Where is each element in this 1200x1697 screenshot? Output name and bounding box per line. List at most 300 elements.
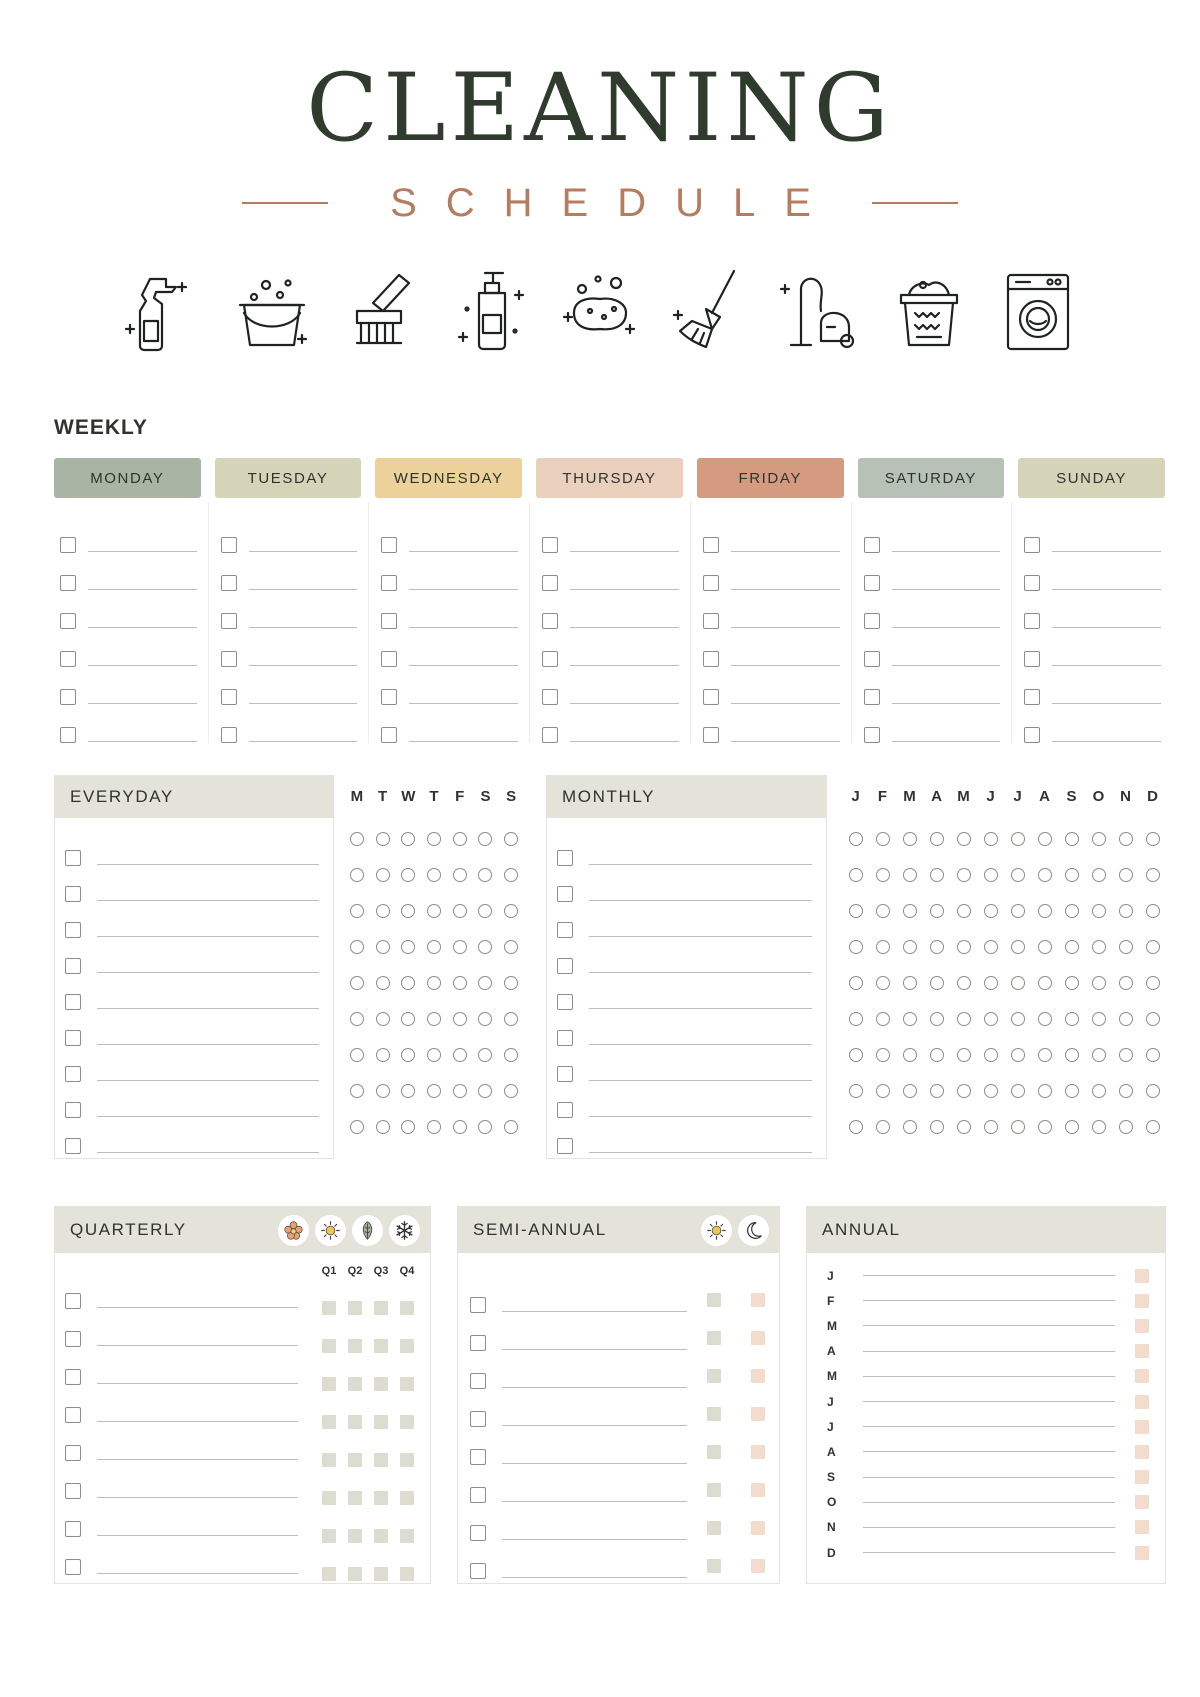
monthly-tracker-circle[interactable] [1011,832,1025,846]
annual-writing-line[interactable] [863,1552,1115,1553]
weekly-writing-line[interactable] [892,589,1001,590]
weekly-writing-line[interactable] [409,741,518,742]
annual-writing-line[interactable] [863,1401,1115,1402]
everyday-tracker-circle[interactable] [453,832,467,846]
monthly-checkbox[interactable] [557,922,573,938]
monthly-tracker-circle[interactable] [1038,904,1052,918]
everyday-tracker-circle[interactable] [376,1084,390,1098]
everyday-writing-line[interactable] [97,972,319,973]
annual-check-box[interactable] [1135,1269,1149,1283]
monthly-tracker-circle[interactable] [930,1084,944,1098]
semi-annual-check-box[interactable] [707,1407,721,1421]
weekly-writing-line[interactable] [731,627,840,628]
everyday-tracker-circle[interactable] [427,832,441,846]
quarterly-check-box[interactable] [322,1301,336,1315]
monthly-tracker-circle[interactable] [1146,940,1160,954]
weekly-writing-line[interactable] [88,589,197,590]
weekly-writing-line[interactable] [731,703,840,704]
monthly-tracker-circle[interactable] [903,868,917,882]
monthly-tracker-circle[interactable] [984,868,998,882]
weekly-checkbox[interactable] [221,651,237,667]
everyday-tracker-circle[interactable] [504,1012,518,1026]
weekly-checkbox[interactable] [381,613,397,629]
weekly-checkbox[interactable] [542,537,558,553]
semi-annual-check-box[interactable] [707,1445,721,1459]
monthly-tracker-circle[interactable] [849,868,863,882]
weekly-writing-line[interactable] [409,589,518,590]
semi-annual-check-box[interactable] [707,1293,721,1307]
monthly-tracker-circle[interactable] [1038,1084,1052,1098]
monthly-tracker-circle[interactable] [930,1120,944,1134]
weekly-writing-line[interactable] [570,589,679,590]
quarterly-writing-line[interactable] [97,1307,298,1308]
semi-annual-check-box[interactable] [751,1559,765,1573]
weekly-checkbox[interactable] [1024,537,1040,553]
quarterly-check-box[interactable] [374,1567,388,1581]
weekly-checkbox[interactable] [542,651,558,667]
everyday-tracker-circle[interactable] [504,1048,518,1062]
quarterly-checkbox[interactable] [65,1445,81,1461]
weekly-writing-line[interactable] [409,665,518,666]
weekly-checkbox[interactable] [1024,613,1040,629]
annual-check-box[interactable] [1135,1520,1149,1534]
monthly-tracker-circle[interactable] [930,976,944,990]
everyday-checkbox[interactable] [65,994,81,1010]
weekly-writing-line[interactable] [1052,741,1161,742]
monthly-tracker-circle[interactable] [849,832,863,846]
semi-annual-check-box[interactable] [707,1559,721,1573]
quarterly-check-box[interactable] [400,1491,414,1505]
weekly-checkbox[interactable] [60,651,76,667]
annual-writing-line[interactable] [863,1502,1115,1503]
monthly-tracker-circle[interactable] [1038,1048,1052,1062]
everyday-tracker-circle[interactable] [350,904,364,918]
everyday-tracker-circle[interactable] [453,1012,467,1026]
semi-annual-writing-line[interactable] [502,1501,687,1502]
monthly-tracker-circle[interactable] [1038,1012,1052,1026]
monthly-writing-line[interactable] [589,1008,812,1009]
everyday-tracker-circle[interactable] [350,1012,364,1026]
quarterly-check-box[interactable] [374,1301,388,1315]
quarterly-writing-line[interactable] [97,1573,298,1574]
annual-check-box[interactable] [1135,1395,1149,1409]
everyday-writing-line[interactable] [97,1116,319,1117]
monthly-tracker-circle[interactable] [1065,1120,1079,1134]
everyday-tracker-circle[interactable] [453,976,467,990]
weekly-writing-line[interactable] [892,703,1001,704]
weekly-checkbox[interactable] [542,727,558,743]
annual-check-box[interactable] [1135,1445,1149,1459]
everyday-tracker-circle[interactable] [376,904,390,918]
monthly-tracker-circle[interactable] [1011,940,1025,954]
monthly-tracker-circle[interactable] [849,1120,863,1134]
weekly-checkbox[interactable] [864,689,880,705]
weekly-writing-line[interactable] [731,741,840,742]
quarterly-check-box[interactable] [322,1453,336,1467]
everyday-checkbox[interactable] [65,1030,81,1046]
everyday-tracker-circle[interactable] [401,1120,415,1134]
quarterly-writing-line[interactable] [97,1345,298,1346]
monthly-writing-line[interactable] [589,1152,812,1153]
quarterly-check-box[interactable] [322,1491,336,1505]
semi-annual-writing-line[interactable] [502,1577,687,1578]
monthly-tracker-circle[interactable] [876,1048,890,1062]
semi-annual-checkbox[interactable] [470,1373,486,1389]
monthly-tracker-circle[interactable] [903,1012,917,1026]
monthly-tracker-circle[interactable] [1119,976,1133,990]
weekly-checkbox[interactable] [703,689,719,705]
everyday-tracker-circle[interactable] [427,904,441,918]
monthly-checkbox[interactable] [557,886,573,902]
monthly-tracker-circle[interactable] [1092,940,1106,954]
monthly-tracker-circle[interactable] [984,976,998,990]
weekly-writing-line[interactable] [731,665,840,666]
quarterly-check-box[interactable] [374,1339,388,1353]
monthly-tracker-circle[interactable] [903,1084,917,1098]
weekly-checkbox[interactable] [864,651,880,667]
monthly-writing-line[interactable] [589,864,812,865]
weekly-checkbox[interactable] [60,575,76,591]
semi-annual-check-box[interactable] [707,1331,721,1345]
everyday-tracker-circle[interactable] [350,832,364,846]
semi-annual-writing-line[interactable] [502,1349,687,1350]
everyday-tracker-circle[interactable] [376,868,390,882]
semi-annual-checkbox[interactable] [470,1297,486,1313]
everyday-tracker-circle[interactable] [504,1120,518,1134]
semi-annual-checkbox[interactable] [470,1449,486,1465]
everyday-writing-line[interactable] [97,900,319,901]
semi-annual-checkbox[interactable] [470,1487,486,1503]
monthly-writing-line[interactable] [589,1044,812,1045]
quarterly-check-box[interactable] [374,1529,388,1543]
weekly-checkbox[interactable] [864,727,880,743]
monthly-checkbox[interactable] [557,1102,573,1118]
everyday-tracker-circle[interactable] [350,1084,364,1098]
everyday-tracker-circle[interactable] [376,940,390,954]
monthly-tracker-circle[interactable] [930,904,944,918]
weekly-checkbox[interactable] [221,537,237,553]
monthly-checkbox[interactable] [557,850,573,866]
everyday-tracker-circle[interactable] [376,1048,390,1062]
everyday-tracker-circle[interactable] [401,976,415,990]
quarterly-check-box[interactable] [374,1377,388,1391]
monthly-tracker-circle[interactable] [1146,1120,1160,1134]
weekly-checkbox[interactable] [1024,575,1040,591]
monthly-tracker-circle[interactable] [849,1048,863,1062]
monthly-tracker-circle[interactable] [876,1012,890,1026]
monthly-tracker-circle[interactable] [876,832,890,846]
quarterly-writing-line[interactable] [97,1497,298,1498]
monthly-tracker-circle[interactable] [1011,868,1025,882]
weekly-checkbox[interactable] [381,537,397,553]
weekly-writing-line[interactable] [892,551,1001,552]
monthly-writing-line[interactable] [589,900,812,901]
weekly-writing-line[interactable] [570,627,679,628]
everyday-writing-line[interactable] [97,1152,319,1153]
annual-writing-line[interactable] [863,1351,1115,1352]
semi-annual-checkbox[interactable] [470,1563,486,1579]
quarterly-check-box[interactable] [322,1529,336,1543]
weekly-writing-line[interactable] [409,551,518,552]
everyday-tracker-circle[interactable] [427,940,441,954]
monthly-tracker-circle[interactable] [1011,904,1025,918]
everyday-checkbox[interactable] [65,1138,81,1154]
everyday-checkbox[interactable] [65,1066,81,1082]
weekly-writing-line[interactable] [570,665,679,666]
monthly-checkbox[interactable] [557,1030,573,1046]
everyday-tracker-circle[interactable] [350,1120,364,1134]
everyday-tracker-circle[interactable] [376,832,390,846]
everyday-tracker-circle[interactable] [504,904,518,918]
monthly-tracker-circle[interactable] [903,940,917,954]
semi-annual-check-box[interactable] [707,1369,721,1383]
quarterly-check-box[interactable] [374,1415,388,1429]
everyday-tracker-circle[interactable] [350,940,364,954]
weekly-checkbox[interactable] [221,689,237,705]
everyday-tracker-circle[interactable] [401,1048,415,1062]
weekly-writing-line[interactable] [892,665,1001,666]
monthly-tracker-circle[interactable] [1065,868,1079,882]
everyday-tracker-circle[interactable] [401,1012,415,1026]
semi-annual-check-box[interactable] [751,1293,765,1307]
annual-writing-line[interactable] [863,1325,1115,1326]
everyday-tracker-circle[interactable] [427,1012,441,1026]
annual-check-box[interactable] [1135,1546,1149,1560]
everyday-checkbox[interactable] [65,922,81,938]
monthly-tracker-circle[interactable] [1092,1012,1106,1026]
monthly-tracker-circle[interactable] [1065,1012,1079,1026]
everyday-tracker-circle[interactable] [478,832,492,846]
everyday-tracker-circle[interactable] [376,1120,390,1134]
monthly-tracker-circle[interactable] [1011,1120,1025,1134]
monthly-tracker-circle[interactable] [1146,904,1160,918]
weekly-checkbox[interactable] [542,689,558,705]
monthly-tracker-circle[interactable] [903,976,917,990]
weekly-writing-line[interactable] [892,627,1001,628]
annual-check-box[interactable] [1135,1369,1149,1383]
monthly-tracker-circle[interactable] [903,832,917,846]
annual-check-box[interactable] [1135,1495,1149,1509]
monthly-tracker-circle[interactable] [984,1012,998,1026]
monthly-tracker-circle[interactable] [984,1048,998,1062]
weekly-checkbox[interactable] [703,727,719,743]
everyday-tracker-circle[interactable] [401,1084,415,1098]
annual-writing-line[interactable] [863,1275,1115,1276]
everyday-tracker-circle[interactable] [504,832,518,846]
everyday-tracker-circle[interactable] [504,1084,518,1098]
monthly-tracker-circle[interactable] [984,1120,998,1134]
everyday-tracker-circle[interactable] [427,1084,441,1098]
everyday-checkbox[interactable] [65,886,81,902]
quarterly-check-box[interactable] [322,1415,336,1429]
semi-annual-check-box[interactable] [751,1445,765,1459]
everyday-tracker-circle[interactable] [478,1012,492,1026]
everyday-tracker-circle[interactable] [504,868,518,882]
monthly-tracker-circle[interactable] [876,940,890,954]
everyday-tracker-circle[interactable] [478,904,492,918]
quarterly-checkbox[interactable] [65,1483,81,1499]
monthly-tracker-circle[interactable] [984,904,998,918]
weekly-writing-line[interactable] [731,589,840,590]
monthly-tracker-circle[interactable] [1065,832,1079,846]
monthly-tracker-circle[interactable] [1146,1048,1160,1062]
quarterly-check-box[interactable] [348,1453,362,1467]
monthly-tracker-circle[interactable] [1092,1048,1106,1062]
monthly-tracker-circle[interactable] [957,1012,971,1026]
semi-annual-writing-line[interactable] [502,1539,687,1540]
quarterly-check-box[interactable] [400,1377,414,1391]
everyday-tracker-circle[interactable] [427,1120,441,1134]
everyday-tracker-circle[interactable] [478,1120,492,1134]
monthly-tracker-circle[interactable] [1065,940,1079,954]
monthly-checkbox[interactable] [557,958,573,974]
weekly-checkbox[interactable] [864,613,880,629]
annual-writing-line[interactable] [863,1527,1115,1528]
monthly-tracker-circle[interactable] [876,1120,890,1134]
quarterly-checkbox[interactable] [65,1559,81,1575]
semi-annual-checkbox[interactable] [470,1525,486,1541]
monthly-tracker-circle[interactable] [849,904,863,918]
monthly-checkbox[interactable] [557,994,573,1010]
monthly-writing-line[interactable] [589,936,812,937]
monthly-tracker-circle[interactable] [957,868,971,882]
quarterly-check-box[interactable] [374,1453,388,1467]
annual-writing-line[interactable] [863,1376,1115,1377]
quarterly-check-box[interactable] [400,1453,414,1467]
monthly-tracker-circle[interactable] [1146,976,1160,990]
monthly-tracker-circle[interactable] [876,868,890,882]
everyday-tracker-circle[interactable] [478,1048,492,1062]
everyday-tracker-circle[interactable] [350,868,364,882]
annual-check-box[interactable] [1135,1344,1149,1358]
monthly-tracker-circle[interactable] [903,1048,917,1062]
quarterly-checkbox[interactable] [65,1521,81,1537]
everyday-tracker-circle[interactable] [376,1012,390,1026]
weekly-writing-line[interactable] [249,741,358,742]
monthly-writing-line[interactable] [589,972,812,973]
weekly-writing-line[interactable] [570,551,679,552]
monthly-tracker-circle[interactable] [957,1048,971,1062]
quarterly-check-box[interactable] [400,1529,414,1543]
everyday-tracker-circle[interactable] [427,976,441,990]
monthly-tracker-circle[interactable] [876,976,890,990]
monthly-tracker-circle[interactable] [1065,976,1079,990]
quarterly-check-box[interactable] [348,1491,362,1505]
monthly-tracker-circle[interactable] [957,1120,971,1134]
monthly-tracker-circle[interactable] [1119,1084,1133,1098]
weekly-writing-line[interactable] [249,551,358,552]
annual-check-box[interactable] [1135,1470,1149,1484]
everyday-tracker-circle[interactable] [401,904,415,918]
quarterly-check-box[interactable] [400,1567,414,1581]
weekly-checkbox[interactable] [221,613,237,629]
annual-writing-line[interactable] [863,1477,1115,1478]
monthly-tracker-circle[interactable] [1146,1084,1160,1098]
weekly-checkbox[interactable] [381,575,397,591]
everyday-tracker-circle[interactable] [401,868,415,882]
weekly-writing-line[interactable] [409,703,518,704]
semi-annual-check-box[interactable] [751,1331,765,1345]
everyday-tracker-circle[interactable] [504,976,518,990]
semi-annual-check-box[interactable] [751,1521,765,1535]
monthly-tracker-circle[interactable] [1119,868,1133,882]
everyday-tracker-circle[interactable] [350,1048,364,1062]
quarterly-check-box[interactable] [348,1529,362,1543]
everyday-checkbox[interactable] [65,958,81,974]
everyday-writing-line[interactable] [97,1044,319,1045]
monthly-writing-line[interactable] [589,1080,812,1081]
semi-annual-check-box[interactable] [707,1483,721,1497]
monthly-tracker-circle[interactable] [1146,832,1160,846]
weekly-checkbox[interactable] [1024,727,1040,743]
monthly-tracker-circle[interactable] [1092,1084,1106,1098]
monthly-tracker-circle[interactable] [957,1084,971,1098]
monthly-tracker-circle[interactable] [1038,940,1052,954]
everyday-tracker-circle[interactable] [478,940,492,954]
everyday-tracker-circle[interactable] [453,868,467,882]
monthly-tracker-circle[interactable] [1065,904,1079,918]
monthly-tracker-circle[interactable] [1092,1120,1106,1134]
weekly-checkbox[interactable] [381,727,397,743]
weekly-checkbox[interactable] [221,727,237,743]
weekly-checkbox[interactable] [60,689,76,705]
semi-annual-check-box[interactable] [751,1369,765,1383]
quarterly-checkbox[interactable] [65,1369,81,1385]
everyday-tracker-circle[interactable] [478,1084,492,1098]
monthly-tracker-circle[interactable] [1038,1120,1052,1134]
annual-writing-line[interactable] [863,1300,1115,1301]
monthly-tracker-circle[interactable] [1092,868,1106,882]
everyday-tracker-circle[interactable] [453,1120,467,1134]
monthly-tracker-circle[interactable] [1038,868,1052,882]
quarterly-check-box[interactable] [400,1301,414,1315]
weekly-checkbox[interactable] [703,651,719,667]
monthly-tracker-circle[interactable] [1038,976,1052,990]
monthly-tracker-circle[interactable] [1146,868,1160,882]
semi-annual-writing-line[interactable] [502,1387,687,1388]
quarterly-check-box[interactable] [322,1377,336,1391]
monthly-tracker-circle[interactable] [984,940,998,954]
everyday-tracker-circle[interactable] [453,940,467,954]
weekly-writing-line[interactable] [88,627,197,628]
quarterly-check-box[interactable] [348,1377,362,1391]
monthly-tracker-circle[interactable] [903,904,917,918]
semi-annual-check-box[interactable] [751,1483,765,1497]
monthly-tracker-circle[interactable] [849,940,863,954]
weekly-writing-line[interactable] [892,741,1001,742]
quarterly-check-box[interactable] [348,1301,362,1315]
monthly-tracker-circle[interactable] [1119,904,1133,918]
semi-annual-checkbox[interactable] [470,1411,486,1427]
quarterly-check-box[interactable] [400,1339,414,1353]
weekly-writing-line[interactable] [249,627,358,628]
monthly-tracker-circle[interactable] [1119,1120,1133,1134]
quarterly-writing-line[interactable] [97,1459,298,1460]
weekly-writing-line[interactable] [1052,589,1161,590]
weekly-checkbox[interactable] [703,575,719,591]
everyday-tracker-circle[interactable] [401,940,415,954]
monthly-tracker-circle[interactable] [876,1084,890,1098]
monthly-tracker-circle[interactable] [1119,1048,1133,1062]
weekly-checkbox[interactable] [1024,689,1040,705]
monthly-tracker-circle[interactable] [957,940,971,954]
semi-annual-writing-line[interactable] [502,1463,687,1464]
weekly-checkbox[interactable] [703,613,719,629]
weekly-checkbox[interactable] [60,537,76,553]
monthly-tracker-circle[interactable] [1119,1012,1133,1026]
everyday-tracker-circle[interactable] [427,1048,441,1062]
weekly-writing-line[interactable] [731,551,840,552]
